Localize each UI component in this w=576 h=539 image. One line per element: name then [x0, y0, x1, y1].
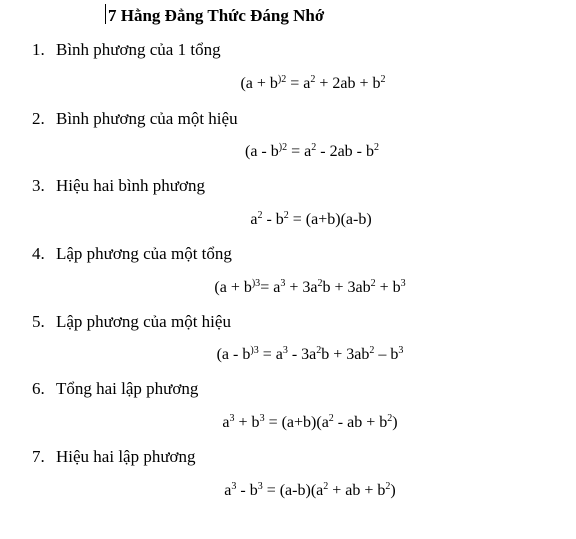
- formula-superscript: 3: [257, 481, 263, 492]
- formula-superscript: 3: [259, 413, 265, 424]
- item-number: 6.: [32, 379, 45, 398]
- formula-superscript: 2: [311, 142, 317, 153]
- formula-text: b + 3ab: [322, 279, 371, 296]
- formula-text: ): [390, 482, 396, 499]
- page-title: [105, 4, 324, 28]
- formula-superscript: )3: [250, 345, 259, 356]
- formula-text: + b: [234, 414, 260, 431]
- formula-text: = (a+b)(a: [264, 414, 329, 431]
- item-number: 5.: [32, 312, 45, 331]
- formula-text: + ab + b: [328, 482, 386, 499]
- formula-superscript: 3: [231, 481, 237, 492]
- formula-text: - 3a: [287, 346, 317, 363]
- formula-text: a: [224, 482, 232, 499]
- formula-superscript: 2: [387, 413, 393, 424]
- item-number: 3.: [32, 176, 45, 195]
- formula-text: (a - b: [245, 143, 279, 160]
- formula-3: [0, 209, 576, 231]
- list-item-2: [32, 108, 238, 130]
- formula-text: - b: [262, 211, 284, 228]
- formula-5: [0, 344, 576, 366]
- item-label: Bình phương của một hiệu: [56, 109, 238, 128]
- formula-superscript: 3: [400, 278, 406, 289]
- formula-superscript: 2: [385, 481, 391, 492]
- list-item-7: [32, 446, 196, 468]
- formula-text: = (a+b)(a-b): [288, 211, 372, 228]
- formula-superscript: 2: [283, 210, 289, 221]
- list-item-6: [32, 378, 198, 400]
- formula-4: [0, 277, 576, 299]
- formula-superscript: 2: [369, 345, 375, 356]
- formula-superscript: 2: [380, 74, 386, 85]
- formula-text: = a: [258, 346, 283, 363]
- formula-text: + 2ab + b: [315, 75, 381, 92]
- formula-superscript: 2: [310, 74, 316, 85]
- formula-superscript: 3: [229, 413, 235, 424]
- formula-superscript: 2: [323, 481, 329, 492]
- formula-text: – b: [374, 346, 399, 363]
- formula-superscript: 2: [370, 278, 376, 289]
- formula-text: - 2ab - b: [316, 143, 374, 160]
- formula-text: - b: [236, 482, 258, 499]
- formula-superscript: 2: [316, 345, 322, 356]
- formula-2: [0, 141, 576, 163]
- item-number: 1.: [32, 40, 45, 59]
- formula-text: b + 3ab: [321, 346, 370, 363]
- formula-text: = a: [260, 279, 281, 296]
- item-label: Hiệu hai bình phương: [56, 176, 205, 195]
- item-label: Tổng hai lập phương: [56, 379, 199, 398]
- list-item-4: [32, 243, 232, 265]
- formula-text: + 3a: [285, 279, 318, 296]
- page-title-text: 7 Hằng Đẳng Thức Đáng Nhớ: [108, 6, 325, 25]
- formula-superscript: 3: [282, 345, 288, 356]
- formula-superscript: 2: [374, 142, 379, 153]
- formula-superscript: )2: [277, 74, 287, 85]
- item-label: Bình phương của 1 tổng: [56, 40, 221, 59]
- formula-text: = a: [287, 143, 312, 160]
- formula-text: = (a-b)(a: [262, 482, 324, 499]
- list-item-5: [32, 311, 231, 333]
- formula-text: a: [250, 211, 258, 228]
- item-label: Lập phương của một tổng: [56, 244, 232, 263]
- formula-text: a: [222, 414, 230, 431]
- formula-superscript: 3: [280, 278, 286, 289]
- formula-superscript: )3: [251, 278, 261, 289]
- formula-text: (a - b: [216, 346, 251, 363]
- item-number: 2.: [32, 109, 45, 128]
- formula-text: - ab + b: [333, 414, 388, 431]
- formula-superscript: 2: [328, 413, 334, 424]
- formula-6: [0, 412, 576, 434]
- formula-superscript: )2: [278, 142, 288, 153]
- formula-superscript: 2: [257, 210, 263, 221]
- formula-superscript: 3: [398, 345, 404, 356]
- item-number: 4.: [32, 244, 45, 263]
- formula-1: [0, 73, 576, 95]
- formula-text: ): [392, 414, 398, 431]
- item-number: 7.: [32, 447, 45, 466]
- formula-superscript: 2: [317, 278, 323, 289]
- list-item-3: [32, 175, 205, 197]
- formula-text: + b: [375, 279, 401, 296]
- formula-7: [0, 480, 576, 502]
- text-cursor: [105, 4, 106, 24]
- formula-text: (a + b: [214, 279, 252, 296]
- item-label: Lập phương của một hiệu: [56, 312, 231, 331]
- formula-text: (a + b: [240, 75, 278, 92]
- list-item-1: [32, 39, 221, 61]
- formula-text: = a: [286, 75, 311, 92]
- item-label: Hiệu hai lập phương: [56, 447, 196, 466]
